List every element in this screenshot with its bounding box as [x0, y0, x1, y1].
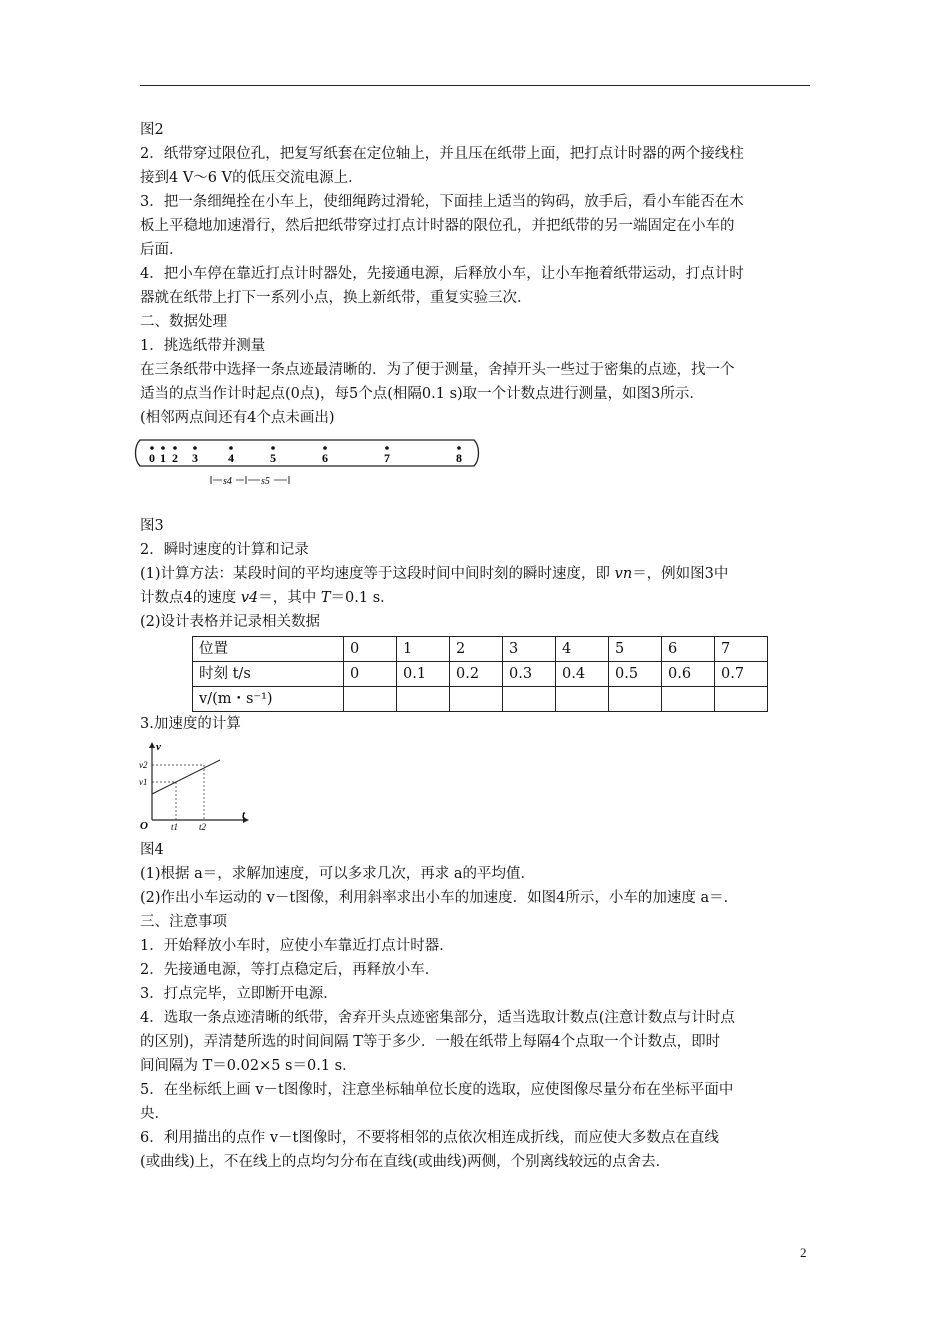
table-cell: 0.3	[503, 662, 556, 687]
text-span: 计数点4的速度	[140, 590, 241, 606]
section3-heading: 三、注意事项	[140, 914, 227, 930]
step-line: 4．把小车停在靠近打点计时器处，先接通电源，后释放小车，让小车拖着纸带运动，打点计时	[140, 266, 744, 282]
section2-para-line: 适当的点当作计时起点(0点)，每5个点(相隔0.1 s)取一个计数点进行测量，如图3所示．	[140, 386, 704, 402]
tape-dot	[323, 446, 327, 450]
tape-dot	[271, 446, 275, 450]
notes-line: 2．先接通电源，等打点稳定后，再释放小车．	[140, 962, 440, 978]
t1-label: t1	[171, 822, 179, 830]
table-cell: 6	[662, 637, 715, 662]
tape-dot	[229, 446, 233, 450]
v-axis-label: v	[156, 741, 161, 753]
step-line: 3．把一条细绳拴在小车上，使细绳跨过滑轮，下面挂上适当的钩码，放手后，看小车能否在木	[140, 194, 744, 210]
table-cell: 4	[556, 637, 609, 662]
table-cell: 0.2	[450, 662, 503, 687]
tape-dot	[457, 446, 461, 450]
table-cell: 0.7	[715, 662, 768, 687]
section2-sub1: 1．挑选纸带并测量	[140, 338, 266, 354]
sub3-heading: 3.加速度的计算	[140, 716, 241, 732]
tape-outline	[136, 440, 479, 466]
notes-line: 4．选取一条点迹清晰的纸带，舍弃开头点迹密集部分，适当选取计数点(注意计数点与计时点	[140, 1010, 735, 1026]
page-number: 2	[800, 1245, 807, 1260]
fig2-caption: 图2	[140, 122, 164, 138]
tape-point-label: 3	[192, 451, 198, 465]
tape-marks	[149, 446, 462, 465]
table-cell: 3	[503, 637, 556, 662]
notes-line: 央．	[140, 1106, 169, 1122]
tape-point-label: 1	[160, 451, 166, 465]
table-cell	[450, 687, 503, 712]
tape-point-label: 0	[149, 451, 155, 465]
section2-para-line: 在三条纸带中选择一条点迹最清晰的．为了便于测量，舍掉开头一些过于密集的点迹，找一个	[140, 362, 735, 378]
tape-point-label: 6	[322, 451, 328, 465]
sub2-line3: (2)设计表格并记录相关数据	[140, 614, 321, 630]
table-row-label: v/(m・s⁻¹)	[193, 687, 344, 712]
tape-dot	[193, 446, 197, 450]
notes-line: 1．开始释放小车时，应使小车靠近打点计时器．	[140, 938, 454, 954]
v-axis-arrow	[149, 742, 155, 748]
section2-para-line: (相邻两点间还有4个点未画出)	[140, 410, 335, 426]
paper-tape-figure	[134, 434, 484, 492]
notes-line: 5．在坐标纸上画 v－t图像时，注意坐标轴单位长度的选取，应使图像尽量分布在坐标平面中	[140, 1082, 734, 1098]
sub2-line1	[140, 562, 810, 586]
table-cell: 0.5	[609, 662, 662, 687]
notes-line: (或曲线)上，不在线上的点均匀分布在直线(或曲线)两侧，个别离线较远的点舍去．	[140, 1154, 671, 1170]
tape-point-label: 5	[270, 451, 276, 465]
table-cell	[344, 687, 397, 712]
table-cell: 0	[344, 662, 397, 687]
table-cell: 5	[609, 637, 662, 662]
s5-label: s5	[261, 476, 270, 487]
table-cell	[662, 687, 715, 712]
notes-line: 6．利用描出的点作 v－t图像时，不要将相邻的点依次相连成折线，而应使大多数点在直线	[140, 1130, 719, 1146]
step-line: 后面．	[140, 242, 184, 258]
table-row	[193, 687, 768, 712]
table-cell: 7	[715, 637, 768, 662]
origin-label: O	[140, 820, 148, 830]
text-span: (1)计算方法：某段时间的平均速度等于这段时间中间时刻的瞬时速度，即	[140, 566, 615, 582]
table-cell	[556, 687, 609, 712]
vt-graph-svg	[138, 740, 258, 830]
var-T: T	[320, 590, 331, 606]
text-span: ＝0.1 s．	[330, 590, 395, 606]
table-cell	[715, 687, 768, 712]
table-cell: 0	[344, 637, 397, 662]
fig4-caption: 图4	[140, 842, 164, 858]
table-cell: 1	[397, 637, 450, 662]
table-cell	[609, 687, 662, 712]
text-span: ＝，其中	[258, 590, 321, 606]
sub2-heading: 2．瞬时速度的计算和记录	[140, 542, 309, 558]
data-table	[192, 636, 768, 712]
table-row-label: 时刻 t/s	[193, 662, 344, 687]
accel-line: (2)作出小车运动的 v－t图像，利用斜率求出小车的加速度．如图4所示，小车的加速度 a＝．	[140, 890, 739, 906]
tape-dot	[150, 446, 154, 450]
tape-point-label: 4	[228, 451, 234, 465]
step-line: 接到4 V～6 V的低压交流电源上．	[140, 170, 363, 186]
notes-line: 的区别)，弄清楚所选的时间间隔 T等于多少．一般在纸带上每隔4个点取一个计数点，即时	[140, 1034, 721, 1050]
tape-dot	[173, 446, 177, 450]
table-row	[193, 662, 768, 687]
v1-label: v1	[139, 777, 148, 787]
var-vn: vn	[614, 566, 633, 582]
table-cell: 0.1	[397, 662, 450, 687]
t2-label: t2	[199, 822, 207, 830]
sub2-line2	[140, 586, 810, 610]
table-cell: 0.6	[662, 662, 715, 687]
var-v4: v4	[240, 590, 259, 606]
data-table-wrap	[192, 636, 810, 712]
table-cell	[503, 687, 556, 712]
step-line: 2．纸带穿过限位孔，把复写纸套在定位轴上，并且压在纸带上面，把打点计时器的两个接线柱	[140, 146, 744, 162]
notes-line: 间间隔为 T＝0.02×5 s＝0.1 s．	[140, 1058, 357, 1074]
s4-label: s4	[223, 476, 232, 487]
paper-tape-svg	[134, 434, 484, 492]
table-cell: 2	[450, 637, 503, 662]
tape-dot	[385, 446, 389, 450]
step-line: 板上平稳地加速滑行，然后把纸带穿过打点计时器的限位孔，并把纸带的另一端固定在小车的	[140, 218, 735, 234]
table-cell	[397, 687, 450, 712]
tape-dot	[161, 446, 165, 450]
page-content	[140, 118, 810, 1174]
tape-point-label: 8	[456, 451, 462, 465]
notes-line: 3．打点完毕，立即断开电源．	[140, 986, 338, 1002]
table-row	[193, 637, 768, 662]
section2-heading: 二、数据处理	[140, 314, 227, 330]
tape-point-label: 7	[384, 451, 390, 465]
step-line: 器就在纸带上打下一系列小点，换上新纸带，重复实验三次．	[140, 290, 532, 306]
vt-graph-figure	[138, 740, 258, 830]
fig3-caption: 图3	[140, 518, 164, 534]
v2-label: v2	[139, 760, 148, 770]
table-cell: 0.4	[556, 662, 609, 687]
header-rule	[140, 85, 810, 86]
table-row-label: 位置	[193, 637, 344, 662]
text-span: ＝，例如图3中	[632, 566, 729, 582]
t-axis-label: t	[242, 809, 246, 821]
tape-point-label: 2	[172, 451, 178, 465]
accel-line: (1)根据 a＝，求解加速度，可以多求几次，再求 a的平均值．	[140, 866, 536, 882]
